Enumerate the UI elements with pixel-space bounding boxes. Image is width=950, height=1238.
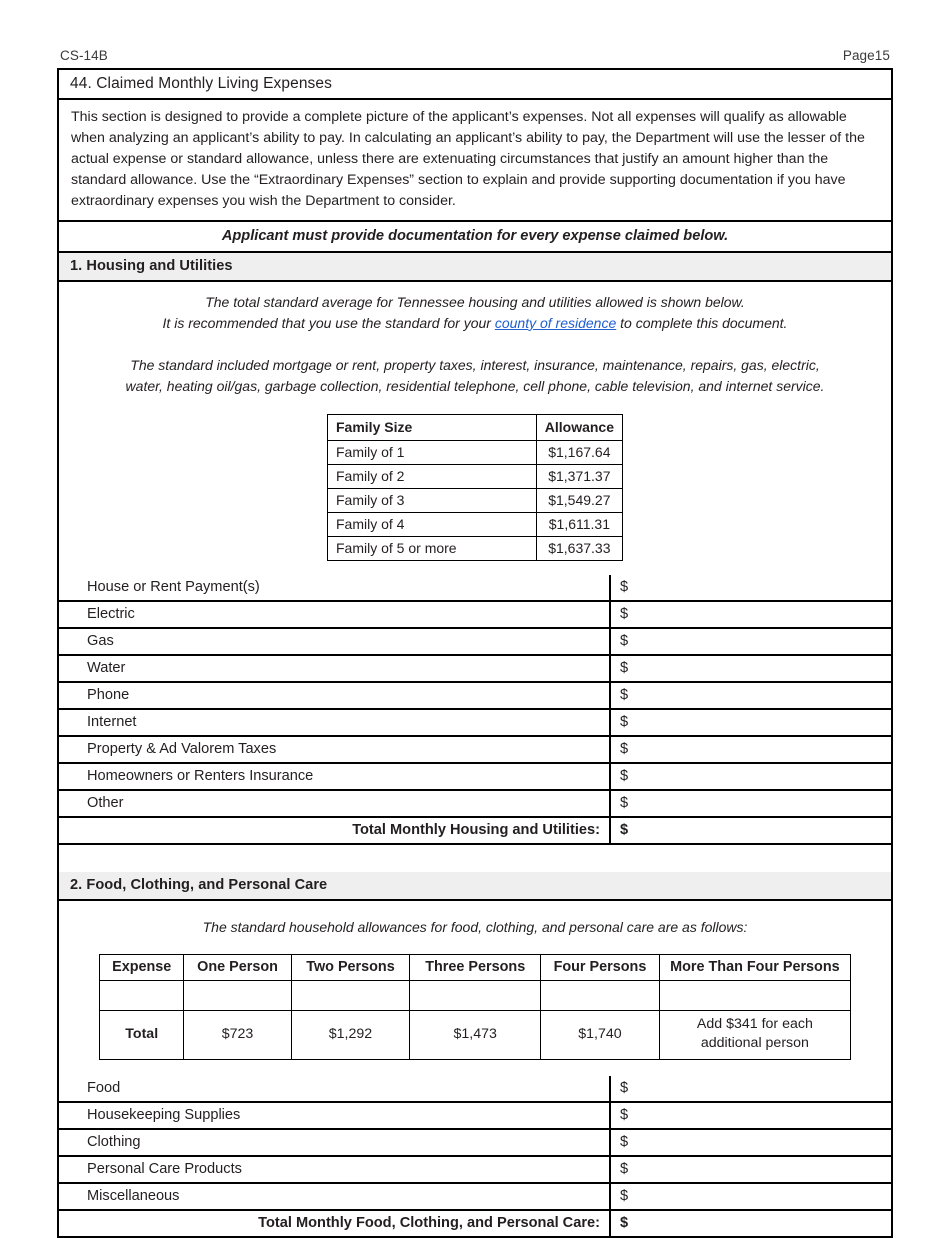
- col-three-persons: Three Persons: [410, 954, 541, 980]
- expense-label: Food: [87, 1079, 121, 1096]
- expense-label: Phone: [59, 682, 610, 709]
- expense-label: Electric: [59, 601, 610, 628]
- expense-row-property-taxes: [59, 736, 891, 763]
- housing-note-suffix: to complete this document.: [616, 314, 788, 331]
- table-header-row: [328, 415, 623, 441]
- expense-amount-field[interactable]: $: [610, 709, 891, 736]
- housing-included-note: The standard included mortgage or rent, property taxes, interest, insurance, maintenance, repairs, gas, electric, water, heating oil/gas, garbage collection, residential telephone, cell phone, cable television, and internet service.: [125, 357, 825, 394]
- allowance-cell: $1,371.37: [536, 465, 622, 489]
- food-total-field[interactable]: $: [610, 1210, 891, 1236]
- family-size-cell: Family of 2: [328, 465, 537, 489]
- spacer-cell-left: [59, 844, 610, 872]
- housing-total-field[interactable]: $: [610, 817, 891, 844]
- expense-row-internet: [59, 709, 891, 736]
- expense-row-phone: [59, 682, 891, 709]
- expense-amount-field[interactable]: $: [610, 736, 891, 763]
- food-total-row-label: Total Monthly Food, Clothing, and Personal Care:: [59, 1210, 610, 1236]
- col-one-person: One Person: [184, 954, 291, 980]
- col-four-persons: Four Persons: [541, 954, 660, 980]
- expense-row-housekeeping-supplies: [59, 1102, 891, 1129]
- section-spacer-row: [59, 844, 891, 872]
- expense-amount-field[interactable]: $: [610, 1129, 891, 1156]
- allowance-cell: $1,167.64: [536, 441, 622, 465]
- food-allowance-table: [99, 954, 851, 1060]
- family-size-cell: Family of 4: [328, 513, 537, 537]
- allowance-cell: $1,549.27: [536, 489, 622, 513]
- food-allowance-table-wrap: [59, 948, 891, 1076]
- section-header-housing: 1. Housing and Utilities: [59, 253, 891, 282]
- housing-note-prefix: It is recommended that you use the standard for your: [162, 314, 495, 331]
- expense-label: Clothing: [59, 1129, 610, 1156]
- expense-row-personal-care-products: [59, 1156, 891, 1183]
- housing-total-row: [59, 817, 891, 844]
- expense-row-gas: [59, 628, 891, 655]
- expense-amount-field[interactable]: $: [610, 575, 891, 601]
- expense-row-clothing: [59, 1129, 891, 1156]
- blank-cell[interactable]: [659, 980, 850, 1010]
- expense-row-insurance: [59, 763, 891, 790]
- total-more-than-four: Add $341 for each additional person: [659, 1010, 850, 1059]
- expense-amount-field[interactable]: $: [610, 1156, 891, 1183]
- expense-row-other: [59, 790, 891, 817]
- col-family-size: Family Size: [328, 415, 537, 441]
- expense-row-electric: [59, 601, 891, 628]
- total-three-persons: $1,473: [410, 1010, 541, 1059]
- blank-cell[interactable]: [184, 980, 291, 1010]
- table-row: [328, 441, 623, 465]
- expense-amount-field[interactable]: $: [610, 655, 891, 682]
- allowance-cell: $1,637.33: [536, 537, 622, 561]
- expense-label: Housekeeping Supplies: [59, 1102, 610, 1129]
- food-blank-row: [100, 980, 851, 1010]
- expense-amount-field[interactable]: $: [610, 1183, 891, 1210]
- documentation-callout: Applicant must provide documentation for every expense claimed below.: [59, 222, 891, 253]
- family-size-cell: Family of 1: [328, 441, 537, 465]
- expense-amount-field[interactable]: $: [610, 763, 891, 790]
- col-expense: Expense: [100, 954, 184, 980]
- food-expense-rows: [59, 1076, 891, 1236]
- page-title: 44. Claimed Monthly Living Expenses: [59, 70, 891, 100]
- expense-label: Property & Ad Valorem Taxes: [59, 736, 610, 763]
- table-row: [328, 513, 623, 537]
- table-row: [328, 465, 623, 489]
- col-more-than-four: More Than Four Persons: [659, 954, 850, 980]
- expense-amount-field[interactable]: $: [610, 1076, 891, 1102]
- expense-label: Water: [59, 655, 610, 682]
- total-four-persons: $1,740: [541, 1010, 660, 1059]
- family-allowance-body: [328, 441, 623, 561]
- expense-row-food: [59, 1076, 891, 1102]
- expense-amount-field[interactable]: $: [610, 601, 891, 628]
- housing-total-label: Total Monthly Housing and Utilities:: [59, 817, 610, 844]
- expense-label: Other: [59, 790, 610, 817]
- form-code: CS-14B: [60, 48, 108, 63]
- running-head: [57, 48, 893, 68]
- expense-label: House or Rent Payment(s): [87, 579, 260, 596]
- expense-label: Internet: [59, 709, 610, 736]
- intro-paragraph: This section is designed to provide a complete picture of the applicant’s expenses. Not all expenses will qualify as allowable when analyzing an applicant’s ability to pay. In calculating an applicant’s ability to pay, the Department will use the lesser of the actual expense or standard allowance, unless there are extenuating circumstances that justify an amount higher than the standard allowance. Use the “Extraordinary Expenses” section to explain and provide supporting documentation if you have extraordinary expenses you wish the Department to consider.: [59, 100, 891, 222]
- blank-cell[interactable]: [410, 980, 541, 1010]
- food-grand-total-row: [59, 1210, 891, 1236]
- family-size-cell: Family of 3: [328, 489, 537, 513]
- expense-row-miscellaneous: [59, 1183, 891, 1210]
- table-row: [328, 537, 623, 561]
- family-allowance-table: [327, 414, 623, 561]
- blank-cell[interactable]: [541, 980, 660, 1010]
- table-row: [328, 489, 623, 513]
- housing-standard-note: [59, 282, 891, 337]
- page-number: Page15: [842, 48, 890, 63]
- food-total-label: Total: [100, 1010, 184, 1059]
- expense-amount-field[interactable]: $: [610, 628, 891, 655]
- expense-label: Gas: [59, 628, 610, 655]
- total-two-persons: $1,292: [291, 1010, 410, 1059]
- family-size-cell: Family of 5 or more: [328, 537, 537, 561]
- county-of-residence-link[interactable]: county of residence: [494, 314, 617, 331]
- table-header-row: [100, 954, 851, 980]
- food-total-row: [100, 1010, 851, 1059]
- food-standard-note: The standard household allowances for food, clothing, and personal care are as follows:: [202, 919, 748, 936]
- expense-row-house-or-rent: [59, 575, 891, 601]
- expense-label: Homeowners or Renters Insurance: [59, 763, 610, 790]
- spacer-cell-right: [610, 844, 891, 872]
- col-allowance: Allowance: [536, 415, 622, 441]
- housing-note-line-2: [69, 313, 881, 333]
- blank-cell[interactable]: [291, 980, 410, 1010]
- blank-cell[interactable]: [100, 980, 184, 1010]
- expense-row-water: [59, 655, 891, 682]
- expense-amount-field[interactable]: $: [610, 682, 891, 709]
- family-allowance-table-wrap: [59, 406, 891, 575]
- housing-note-line-1: The total standard average for Tennessee housing and utilities allowed is shown below.: [205, 294, 745, 311]
- living-expenses-block: [57, 68, 893, 1238]
- expense-amount-field[interactable]: $: [610, 1102, 891, 1129]
- housing-expense-rows: [59, 575, 891, 872]
- expense-label: Miscellaneous: [59, 1183, 610, 1210]
- expense-label: Personal Care Products: [59, 1156, 610, 1183]
- total-one-person: $723: [184, 1010, 291, 1059]
- expense-amount-field[interactable]: $: [610, 790, 891, 817]
- allowance-cell: $1,611.31: [536, 513, 622, 537]
- section-header-food: 2. Food, Clothing, and Personal Care: [59, 872, 891, 901]
- col-two-persons: Two Persons: [291, 954, 410, 980]
